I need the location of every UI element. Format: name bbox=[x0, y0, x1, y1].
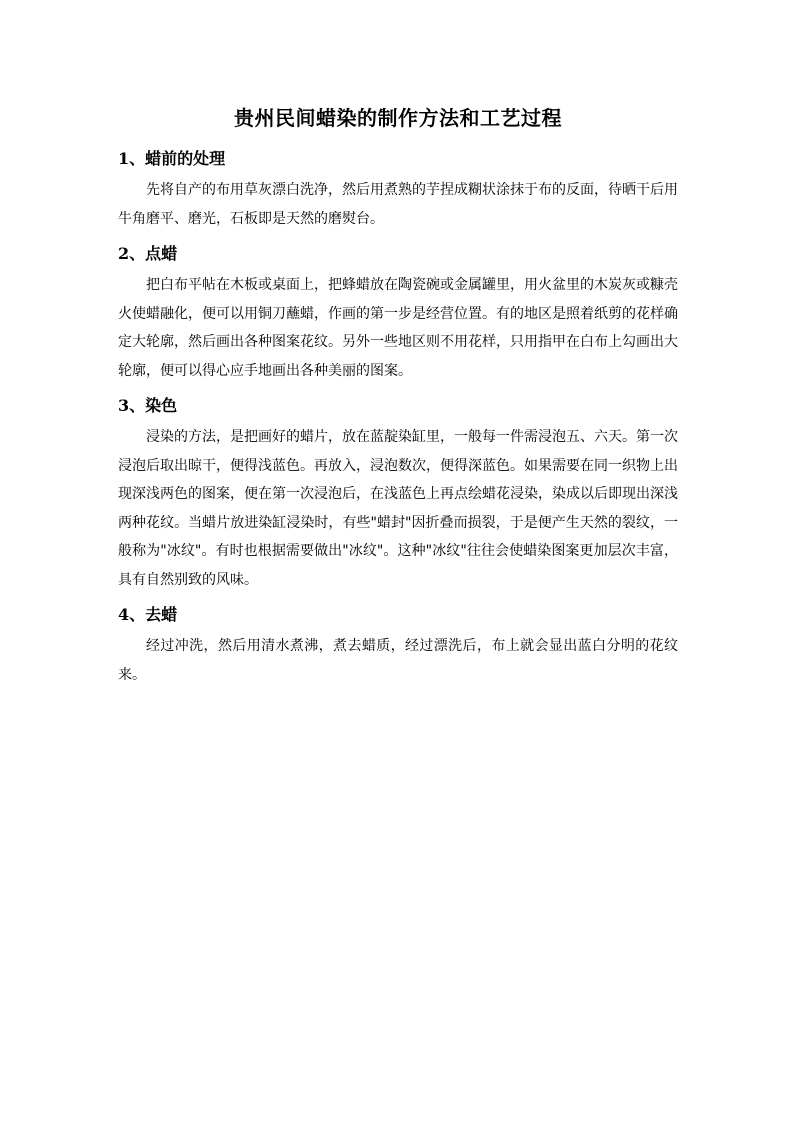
section-heading: 1、蜡前的处理 bbox=[118, 149, 226, 168]
document-body bbox=[118, 104, 678, 695]
section-heading: 3、染色 bbox=[118, 396, 178, 415]
section-heading: 2、点蜡 bbox=[118, 244, 178, 263]
section-paragraph: 把白布平帖在木板或桌面上，把蜂蜡放在陶瓷碗或金属罐里，用火盆里的木炭灰或糠壳火使蜡融化，便可以用铜刀蘸蜡，作画的第一步是经营位置。有的地区是照着纸剪的花样确定大轮廓，然后画出各种图案花纹。另外一些地区则不用花样，只用指甲在白布上勾画出大轮廓，便可以得心应手地画出各种美丽的图案。 bbox=[118, 277, 678, 379]
section-wax-drawing bbox=[118, 239, 678, 385]
section-paragraph: 经过冲洗，然后用清水煮沸，煮去蜡质，经过漂洗后，布上就会显出蓝白分明的花纹来。 bbox=[118, 638, 678, 683]
section-paragraph: 浸染的方法，是把画好的蜡片，放在蓝靛染缸里，一般每一件需浸泡五、六天。第一次浸泡后取出晾干，便得浅蓝色。再放入，浸泡数次，便得深蓝色。如果需要在同一织物上出现深浅两色的图案，便在第一次浸泡后，在浅蓝色上再点绘蜡花浸染，染成以后即现出深浅两种花纹。当蜡片放进染缸浸染时，有些"蜡封"因折叠而损裂，于是便产生天然的裂纹，一般称为"冰纹"。有时也根据需要做出"冰纹"。这种"冰纹"往往会使蜡染图案更加层次丰富，具有自然别致的风味。 bbox=[118, 429, 678, 588]
section-paragraph: 先将自产的布用草灰漂白洗净，然后用煮熟的芋捏成糊状涂抹于布的反面，待晒干后用牛角磨平、磨光，石板即是天然的磨熨台。 bbox=[118, 182, 678, 227]
section-wax-preparation bbox=[118, 144, 678, 233]
section-heading: 4、去蜡 bbox=[118, 605, 178, 624]
section-dyeing bbox=[118, 391, 678, 594]
document-title: 贵州民间蜡染的制作方法和工艺过程 bbox=[234, 106, 562, 130]
section-wax-removal bbox=[118, 600, 678, 689]
